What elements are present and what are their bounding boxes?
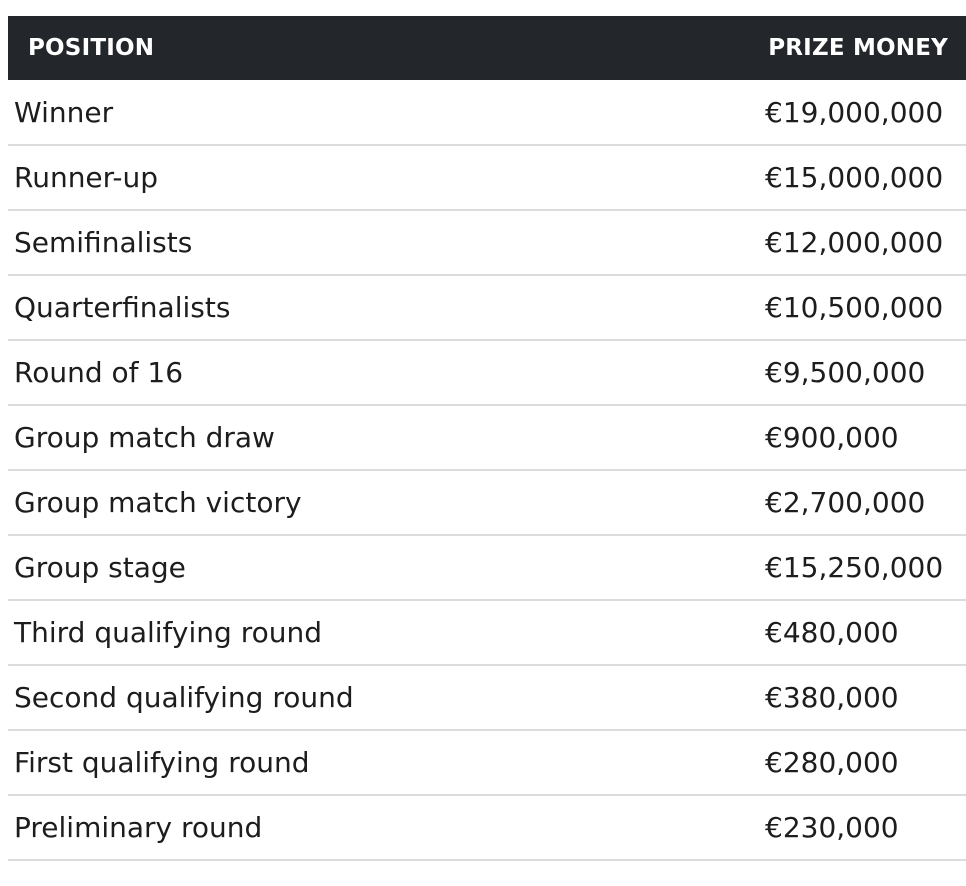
table-row bbox=[8, 665, 966, 730]
position-cell: Quarterfinalists bbox=[14, 291, 231, 324]
table-row bbox=[8, 210, 966, 275]
position-cell: Preliminary round bbox=[14, 811, 263, 844]
table-row bbox=[8, 600, 966, 665]
prize-cell: €380,000 bbox=[765, 681, 899, 714]
position-cell: Group match draw bbox=[14, 421, 275, 454]
prize-cell: €10,500,000 bbox=[765, 291, 944, 324]
prize-cell: €480,000 bbox=[765, 616, 899, 649]
position-cell: Runner-up bbox=[14, 161, 159, 194]
prize-cell: €19,000,000 bbox=[765, 95, 944, 129]
table-row bbox=[8, 470, 966, 535]
table-header bbox=[8, 16, 966, 80]
position-cell: Group match victory bbox=[14, 486, 302, 519]
header-row bbox=[8, 16, 966, 80]
position-cell: Group stage bbox=[14, 551, 186, 584]
prize-cell: €12,000,000 bbox=[765, 226, 944, 259]
table-row bbox=[8, 80, 966, 145]
table-row bbox=[8, 340, 966, 405]
prize-cell: €15,250,000 bbox=[765, 551, 944, 584]
header-position: POSITION bbox=[28, 35, 155, 61]
header-prize-money: PRIZE MONEY bbox=[768, 35, 948, 61]
table-row bbox=[8, 145, 966, 210]
table-row bbox=[8, 795, 966, 860]
prize-cell: €900,000 bbox=[765, 421, 899, 454]
position-cell: Third qualifying round bbox=[14, 616, 322, 649]
table-row bbox=[8, 535, 966, 600]
prize-cell: €15,000,000 bbox=[765, 161, 944, 194]
position-cell: First qualifying round bbox=[14, 746, 310, 779]
table-row bbox=[8, 275, 966, 340]
position-cell: Second qualifying round bbox=[14, 681, 354, 714]
prize-cell: €230,000 bbox=[765, 811, 899, 844]
table-row bbox=[8, 405, 966, 470]
position-cell: Winner bbox=[14, 95, 114, 129]
prize-cell: €2,700,000 bbox=[765, 486, 926, 519]
prize-cell: €9,500,000 bbox=[765, 356, 926, 389]
table-body bbox=[8, 80, 966, 860]
position-cell: Semifinalists bbox=[14, 226, 193, 259]
position-cell: Round of 16 bbox=[14, 356, 184, 389]
prize-money-table bbox=[8, 16, 966, 861]
table-row bbox=[8, 730, 966, 795]
prize-cell: €280,000 bbox=[765, 746, 899, 779]
